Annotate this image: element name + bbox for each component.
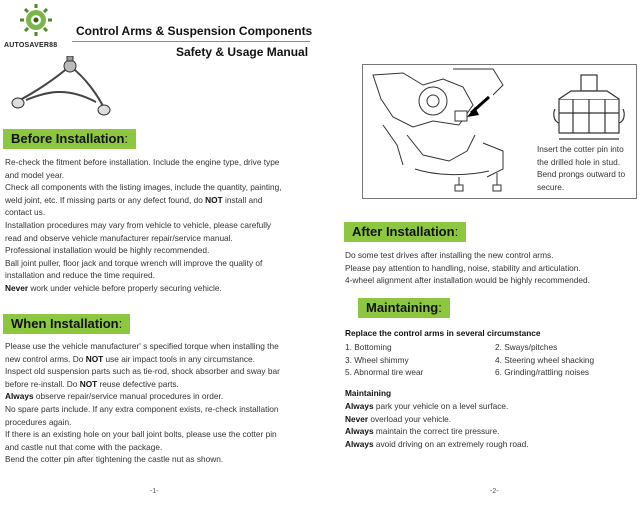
circumstance-item: 6. Grinding/rattling noises	[495, 367, 590, 378]
page-number-right: -2-	[490, 488, 499, 495]
replace-title: Replace the control arms in several circumstance	[345, 328, 541, 338]
text-line: Always maintain the correct tire pressure.	[345, 426, 500, 437]
text-line: Professional installation would be highly recommended.	[5, 245, 210, 256]
text-line: procedures again.	[5, 416, 72, 427]
manual-title: Control Arms & Suspension Components	[76, 24, 313, 38]
text-line: installation and reduce the time required.	[5, 270, 155, 281]
before-installation-heading: Before Installation:	[3, 129, 136, 149]
text-line: Re-check the fitment before installation. Include the engine type, drive type	[5, 157, 280, 167]
page-number-left: -1-	[150, 488, 159, 495]
maintaining-heading: Maintaining:	[358, 298, 450, 318]
castle-nut-icon	[551, 73, 627, 145]
figure-caption	[537, 143, 637, 193]
manual-subtitle: Safety & Usage Manual	[176, 45, 309, 59]
maintaining-subtitle: Maintaining	[345, 388, 392, 398]
text-line: Always avoid driving on an extremely rough road.	[345, 438, 529, 449]
circumstance-item: 3. Wheel shimmy	[345, 354, 409, 365]
text-line: weld joint, etc. If missing parts or any defect found, do NOT install and	[5, 194, 263, 205]
text-line: Always park your vehicle on a level surface.	[345, 401, 509, 411]
text-line: before re-install. Do NOT reuse defective parts.	[5, 378, 179, 389]
caption-line: the drilled hole in stud.	[537, 156, 621, 167]
text-line: Never overload your vehicle.	[345, 413, 452, 424]
text-line: Please pay attention to handling, noise, stability and articulation.	[345, 262, 581, 273]
text-line: and model year.	[5, 169, 65, 180]
text-line: 4-wheel alignment after installation would be highly recommended.	[345, 275, 590, 286]
control-arm-illustration	[6, 56, 116, 122]
when-installation-heading: When Installation:	[3, 314, 130, 334]
when-installation-text	[5, 340, 315, 466]
title-divider	[72, 41, 310, 42]
text-line: If there is an existing hole on your ball joint bolts, please use the cotter pin	[5, 429, 277, 440]
knuckle-diagram	[363, 65, 523, 198]
caption-line: Bend prongs outward to	[537, 169, 626, 180]
sun-gear-icon	[8, 2, 64, 42]
caption-line: secure.	[537, 181, 565, 192]
text-line: Installation procedures may vary from vehicle to vehicle, please carefully	[5, 219, 272, 230]
text-line: Inspect old suspension parts such as tie-rod, shock absorber and sway bar	[5, 366, 280, 377]
cotter-pin-figure	[362, 64, 637, 199]
after-installation-text	[345, 249, 635, 287]
circumstance-item: 4. Steering wheel shacking	[495, 354, 595, 365]
circumstance-item: 2. Sways/pitches	[495, 342, 558, 352]
brand-logo	[4, 2, 64, 50]
text-line: Please use the vehicle manufacturer' s specified torque when installing the	[5, 341, 279, 351]
logo-text: AUTOSAVER88	[4, 42, 58, 49]
before-installation-text	[5, 156, 315, 295]
text-line: Always observe repair/service manual procedures in order.	[5, 391, 224, 402]
text-line: Bend the cotter pin after tightening the castle nut as shown.	[5, 454, 224, 465]
after-installation-heading: After Installation:	[344, 222, 466, 242]
text-line: and castle nut that come with the package.	[5, 441, 163, 452]
circumstance-item: 1. Bottoming	[345, 342, 392, 352]
text-line: No spare parts include. If any extra component exists, re-check installation	[5, 403, 279, 414]
maintaining-text	[345, 400, 635, 450]
circumstance-item: 5. Abnormal tire wear	[345, 367, 424, 378]
text-line: Ball joint puller, floor jack and torque wrench will improve the quality of	[5, 257, 263, 268]
caption-line: Insert the cotter pin into	[537, 144, 624, 154]
circumstance-list	[345, 341, 640, 379]
text-line: Do some test drives after installing the new control arms.	[345, 250, 554, 260]
text-line: Check all components with the listing images, include the quantity, painting,	[5, 182, 282, 193]
text-line: contact us.	[5, 207, 46, 218]
text-line: read and observe vehicle manufacturer repair/service manual.	[5, 232, 233, 243]
text-line: new control arms. Do NOT use air impact tools in any circumstance.	[5, 353, 255, 364]
text-line: Never work under vehicle before properly securing vehicle.	[5, 282, 222, 293]
